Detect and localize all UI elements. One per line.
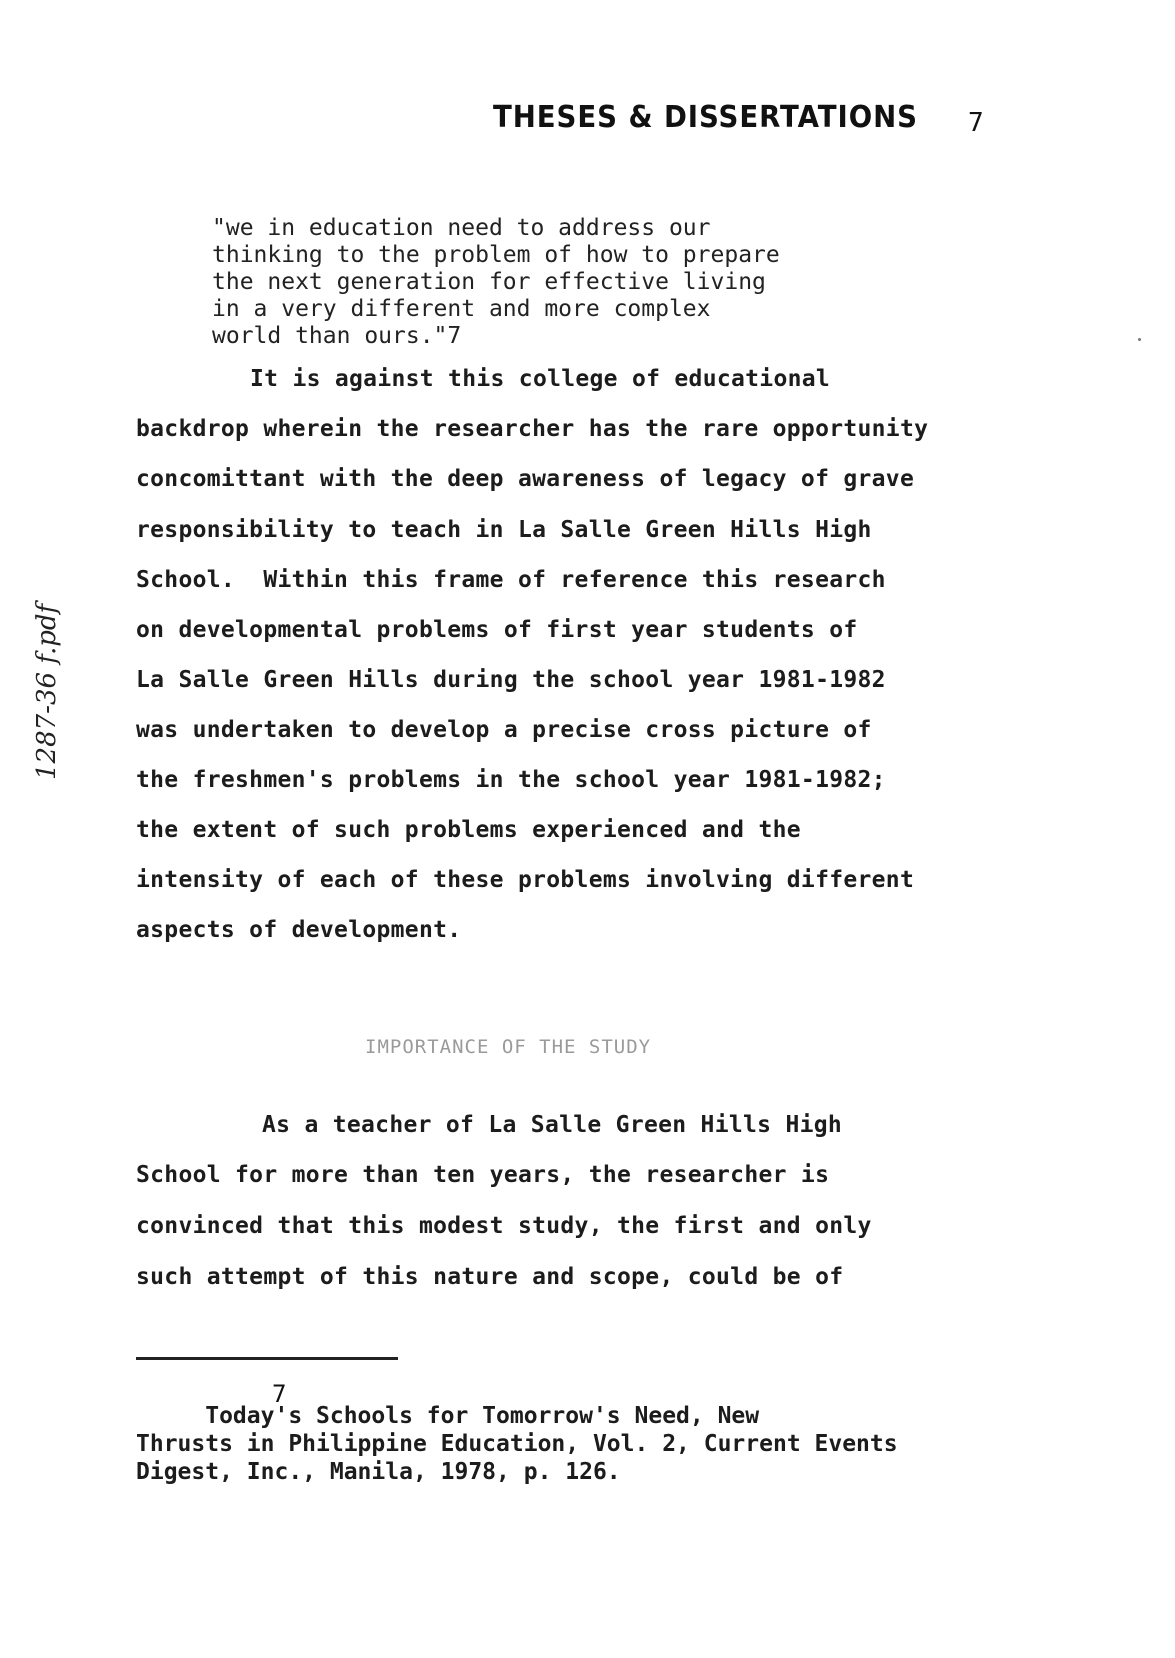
body-line: the extent of such problems experienced and the: [136, 817, 801, 843]
footnote-divider: [136, 1357, 398, 1360]
body-line: concomittant with the deep awareness of legacy of grave: [136, 466, 915, 492]
body-line: intensity of each of these problems involving different: [136, 867, 915, 893]
body-line: responsibility to teach in La Salle Green Hills High: [136, 517, 872, 543]
theses-dissertations-stamp: THESES & DISSERTATIONS: [493, 100, 918, 135]
footnote-number: 7: [272, 1380, 287, 1408]
handwritten-margin-note: 1287-36 f.pdf: [32, 603, 62, 780]
block-quote: "we in education need to address our thinking to the problem of how to prepare the next generation for effective living in a very different and more complex world than ours."7: [212, 215, 780, 349]
body-line: was undertaken to develop a precise cross picture of: [136, 717, 872, 743]
section-heading: IMPORTANCE OF THE STUDY: [365, 1036, 652, 1058]
body-line: on developmental problems of first year students of: [136, 617, 858, 643]
scan-speck: [1138, 338, 1141, 341]
body-line: As a teacher of La Salle Green Hills High: [262, 1112, 843, 1138]
footnote-citation: Today's Schools for Tomorrow's Need, New Thrusts in Philippine Education, Vol. 2, Current Events Digest, Inc., Manila, 1978, p. 126.: [136, 1403, 898, 1485]
page-number: 7: [968, 108, 984, 138]
body-line: backdrop wherein the researcher has the rare opportunity: [136, 416, 929, 442]
body-line: convinced that this modest study, the first and only: [136, 1213, 872, 1239]
body-line: the freshmen's problems in the school year 1981-1982;: [136, 767, 886, 793]
body-line: aspects of development.: [136, 917, 462, 943]
body-line: such attempt of this nature and scope, could be of: [136, 1264, 844, 1290]
body-line: It is against this college of educational: [250, 366, 831, 392]
body-line: School for more than ten years, the researcher is: [136, 1162, 830, 1188]
body-line: School. Within this frame of reference this research: [136, 567, 886, 593]
body-line: La Salle Green Hills during the school year 1981-1982: [136, 667, 886, 693]
